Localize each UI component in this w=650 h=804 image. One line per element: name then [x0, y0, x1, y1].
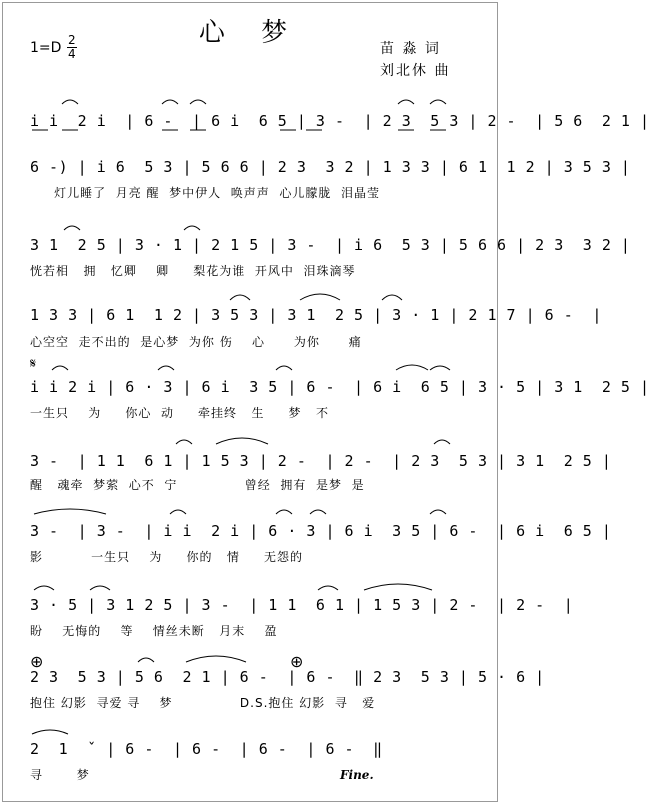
notation-row-10: 2 1 ˇ | 6 - | 6 - | 6 - | 6 - ‖: [30, 740, 383, 758]
notation-row-5: i i 2 i | 6 · 3 | 6 i 3 5 | 6 - | 6 i 6 5 | 3 · 5 | 3 1 2 5 |: [30, 378, 650, 396]
time-signature: [67, 34, 77, 61]
lyrics-row-5: 一生只 为 你心 动 牵挂终 生 梦 不: [30, 406, 329, 420]
lyrics-row-4: 心空空 走不出的 是心梦 为你 伤 心 为你 痛: [30, 335, 362, 349]
lyrics-row-6: 醒 魂牵 梦萦 心不 宁 曾经 拥有 是梦 是: [30, 478, 365, 492]
time-signature-top: 2: [68, 33, 76, 47]
notation-row-7: 3 - | 3 - | i i 2 i | 6 · 3 | 6 i 3 5 | 6 - | 6 i 6 5 |: [30, 522, 612, 540]
key-signature: 1=D: [30, 40, 62, 56]
notation-row-1: i i 2 i | 6 - | 6 i 6 5 | 3 - | 2 3 5 3 | 2 - | 5 6 2 1 |: [30, 112, 650, 130]
coda-sign-2: ⊕: [290, 652, 304, 671]
notation-row-2: 6 -) | i 6 5 3 | 5 6 6 | 2 3 3 2 | 1 3 3 | 6 1 1 2 | 3 5 3 |: [30, 158, 631, 176]
notation-row-8: 3 · 5 | 3 1 2 5 | 3 - | 1 1 6 1 | 1 5 3 | 2 - | 2 - |: [30, 596, 574, 614]
lyricist-credit: 苗 淼 词: [380, 41, 441, 57]
song-title: 心 梦: [198, 18, 302, 48]
segno-sign: 𝄋: [30, 356, 37, 372]
lyrics-row-3: 恍若相 拥 忆卿 卿 梨花为谁 开风中 泪珠滴琴: [30, 264, 356, 278]
notation-row-6: 3 - | 1 1 6 1 | 1 5 3 | 2 - | 2 - | 2 3 5 3 | 3 1 2 5 |: [30, 452, 612, 470]
coda-sign-1: ⊕: [30, 652, 44, 671]
lyrics-row-7: 影 一生只 为 你的 情 无怨的: [30, 550, 303, 564]
notation-row-4: 1 3 3 | 6 1 1 2 | 3 5 3 | 3 1 2 5 | 3 · 1 | 2 1 7 | 6 - |: [30, 306, 602, 324]
lyrics-row-9: 抱住 幻影 寻爱 寻 梦 D.S.抱住 幻影 寻 爱: [30, 696, 376, 710]
notation-row-9: 2 3 5 3 | 5 6 2 1 | 6 - | 6 - ‖ 2 3 5 3 | 5 · 6 |: [30, 668, 545, 686]
composer-credit: 刘北休 曲: [380, 63, 451, 79]
fine-marker: Fine.: [340, 768, 374, 782]
lyrics-row-8: 盼 无悔的 等 情丝未断 月末 盈: [30, 624, 278, 638]
time-signature-bottom: 4: [68, 47, 76, 61]
lyrics-row-10: 寻 梦: [30, 768, 90, 782]
notation-row-3: 3 1 2 5 | 3 · 1 | 2 1 5 | 3 - | i 6 5 3 | 5 6 6 | 2 3 3 2 |: [30, 236, 631, 254]
lyrics-row-2: 灯儿睡了 月亮 醒 梦中伊人 唤声声 心儿朦胧 泪晶莹: [30, 186, 381, 200]
